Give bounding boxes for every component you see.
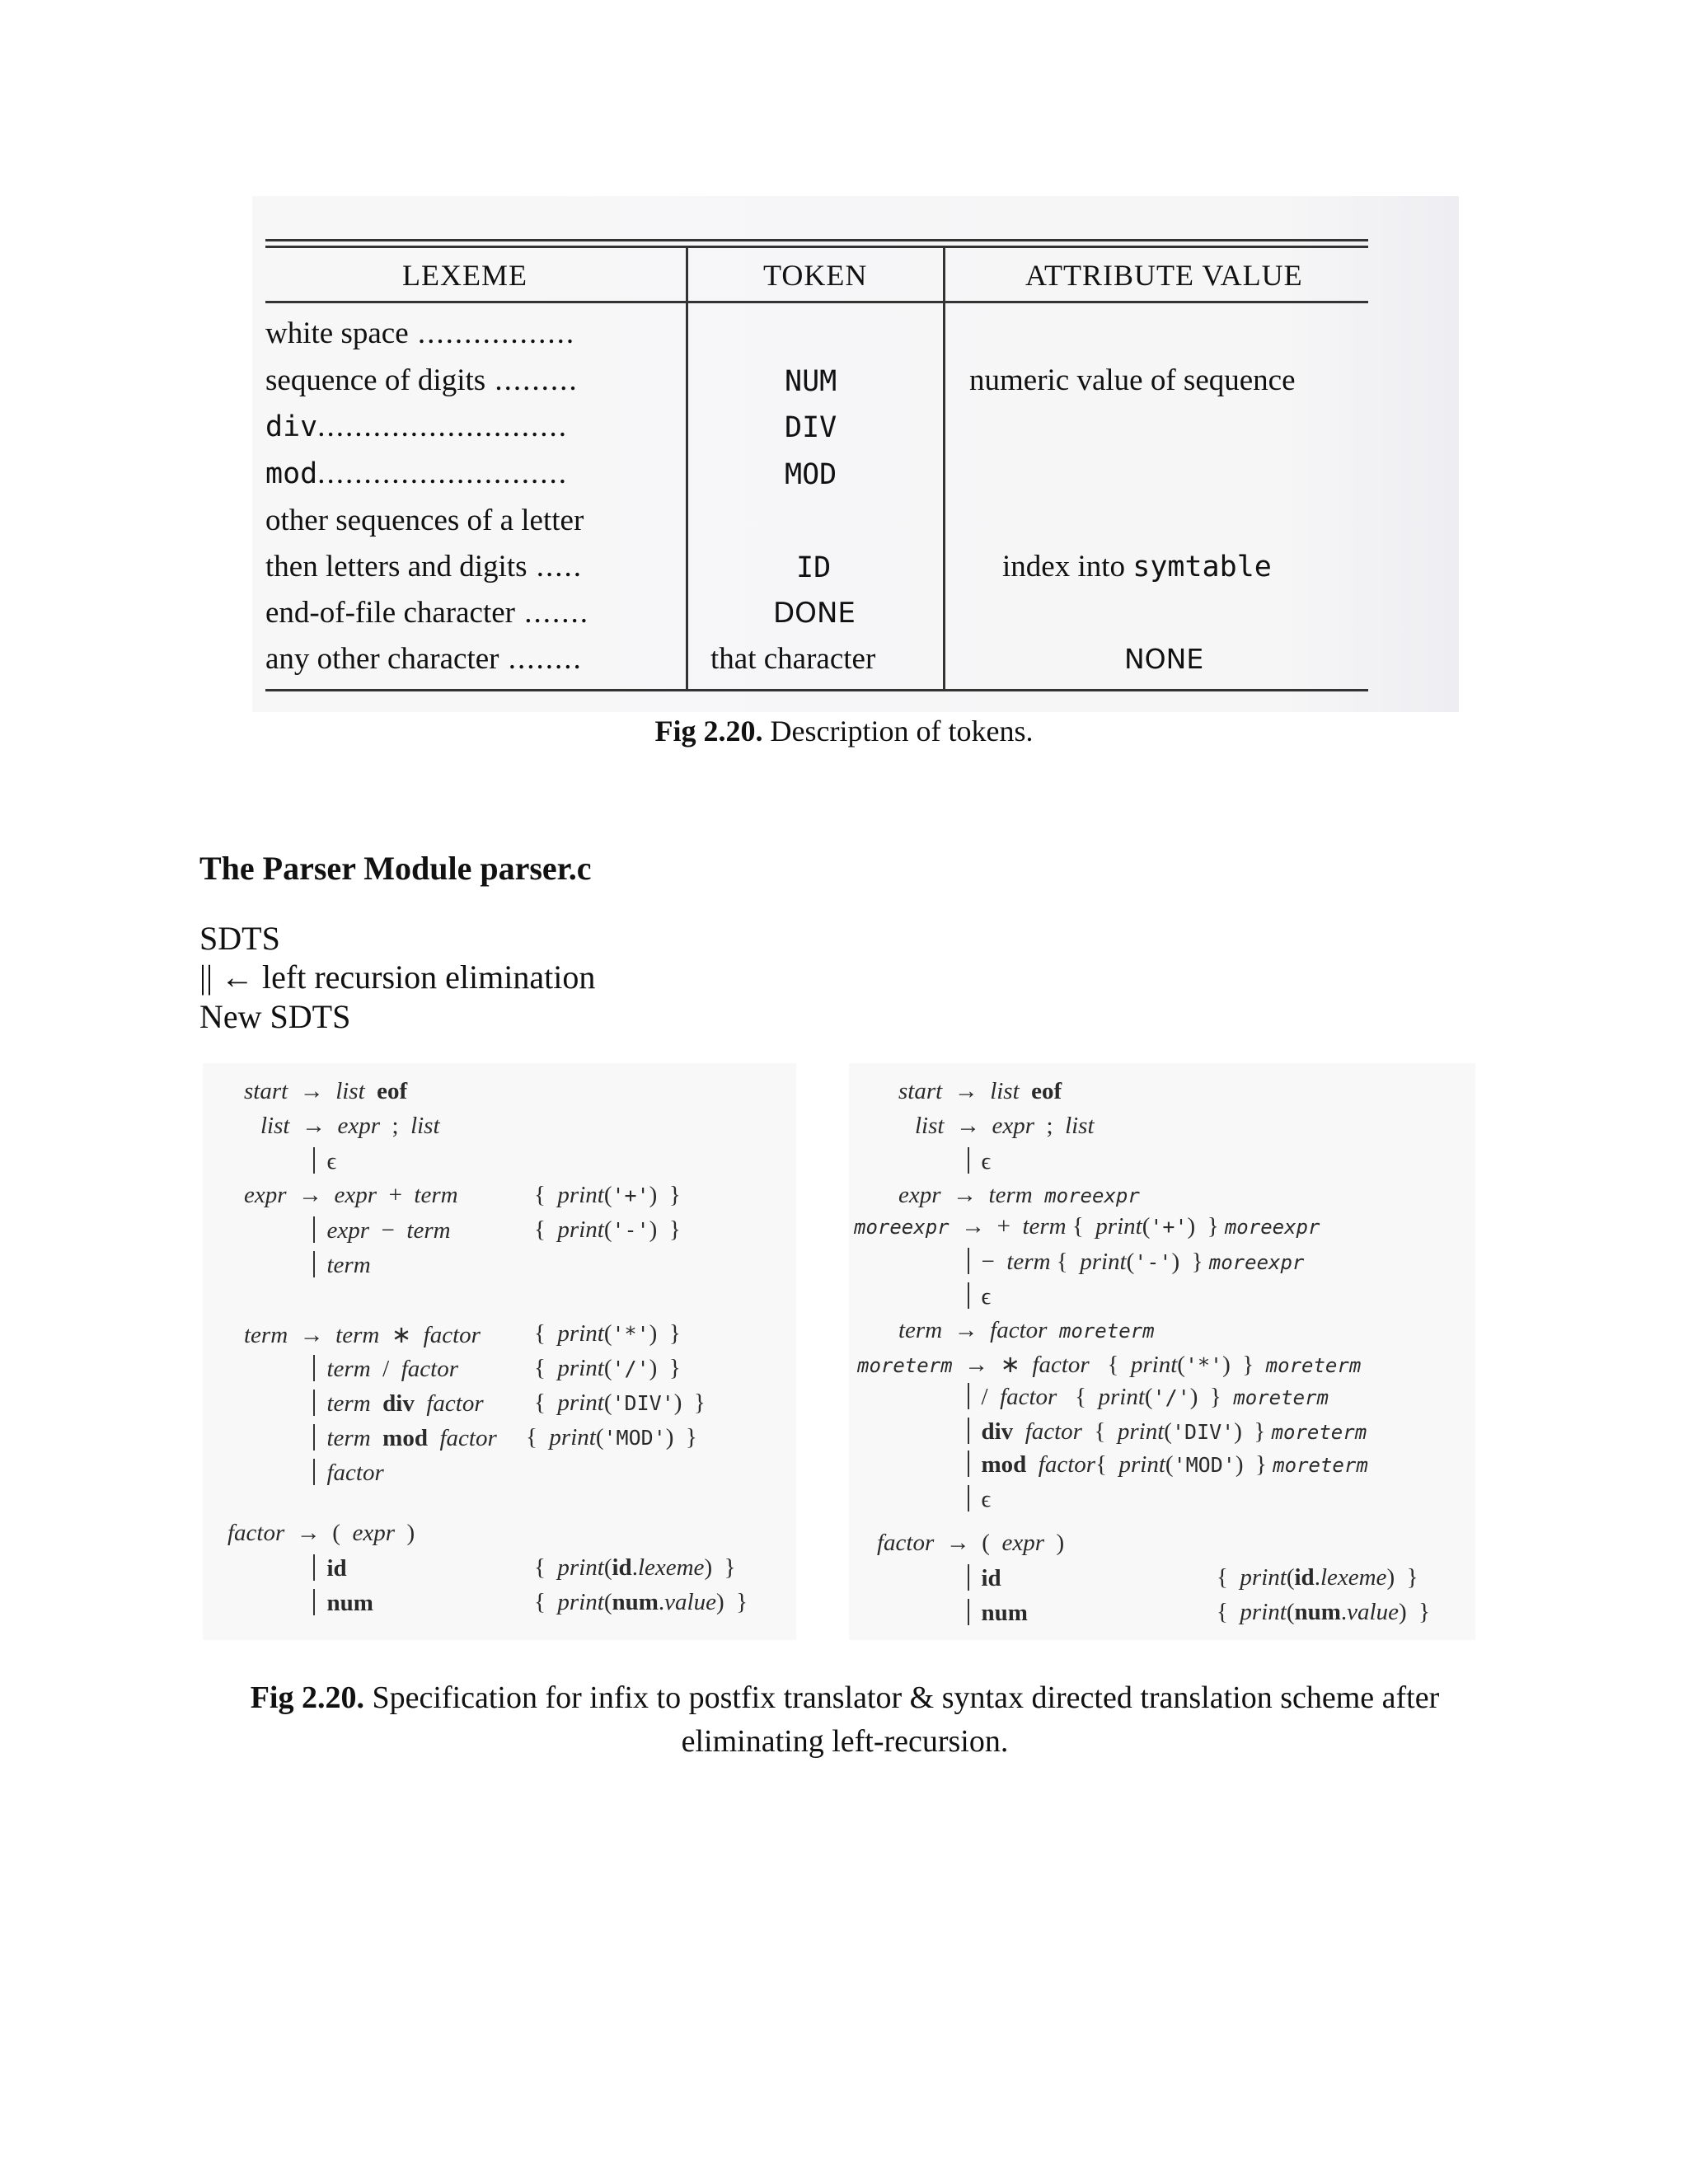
grammar-rule: start → list eof — [898, 1078, 1062, 1104]
text-line-elimination: || ← left recursion elimination — [199, 958, 596, 996]
table-top-rule-2 — [265, 246, 1368, 248]
grammar-rule: num — [313, 1589, 373, 1617]
grammar-rule: term → factor moreterm — [898, 1317, 1155, 1343]
semantic-action: { print(num.value) } — [1217, 1599, 1431, 1625]
grammar-rule: ϵ — [969, 1486, 992, 1512]
header-attribute: ATTRIBUTE VALUE — [1025, 259, 1303, 292]
text-line-new-sdts: New SDTS — [199, 998, 351, 1035]
semantic-action: { print(num.value) } — [534, 1589, 748, 1615]
token-cell: MOD — [785, 458, 837, 491]
table-row: other sequences of a letter — [265, 504, 584, 537]
grammar-rule: start → list eof — [244, 1078, 408, 1104]
table-bottom-rule — [265, 689, 1368, 691]
table-column-divider — [943, 246, 945, 689]
token-cell: DONE — [773, 597, 856, 630]
semantic-action: { print('-') } — [534, 1216, 681, 1243]
grammar-rule: ϵ — [969, 1148, 992, 1174]
grammar-rule: expr → expr + term — [244, 1182, 458, 1208]
grammar-rule: expr → term moreexpr — [898, 1182, 1140, 1208]
table-row: any other character ........ — [265, 642, 583, 676]
grammar-rule: / factor { print('/') } moreterm — [969, 1384, 1329, 1410]
grammar-rule: moreexpr → + term { print('+') } moreexpr — [854, 1213, 1320, 1240]
grammar-rule: factor → ( expr ) — [227, 1520, 415, 1546]
semantic-action: { print(id.lexeme) } — [534, 1554, 736, 1581]
grammar-rule: ϵ — [315, 1148, 337, 1174]
grammar-rule: div factor { print('DIV') } moreterm — [968, 1418, 1367, 1446]
table-row: white space ................. — [265, 316, 576, 350]
grammar-rule: term — [313, 1251, 371, 1279]
grammar-rule: − term { print('-') } moreexpr — [969, 1249, 1305, 1275]
figure-caption: Fig 2.20. Description of tokens. — [654, 715, 1034, 748]
semantic-action: { print('MOD') } — [526, 1424, 697, 1451]
grammar-rule: list → expr ; list — [915, 1113, 1095, 1139]
semantic-action: { print('*') } — [534, 1320, 681, 1347]
attribute-cell: NONE — [1124, 643, 1204, 675]
token-cell: NUM — [785, 365, 837, 398]
grammar-rule: term mod factor — [313, 1424, 497, 1452]
semantic-action: { print('/') } — [534, 1355, 681, 1381]
semantic-action: { print('DIV') } — [534, 1390, 706, 1416]
grammar-rule: num — [968, 1599, 1028, 1627]
grammar-rule: factor → ( expr ) — [877, 1530, 1065, 1556]
grammar-rule: moreterm → ∗ factor { print('*') } moreterm — [857, 1352, 1362, 1378]
table-row: sequence of digits ......... — [265, 363, 579, 397]
token-cell: ID — [796, 551, 832, 584]
grammar-rule: id — [968, 1564, 1001, 1592]
text-line-sdts: SDTS — [199, 920, 280, 957]
table-row: div........................... — [265, 410, 568, 443]
grammar-rule: factor — [313, 1459, 384, 1487]
table-header-rule — [265, 301, 1368, 303]
grammar-rule: list → expr ; list — [260, 1113, 440, 1139]
grammar-rule: term → term ∗ factor — [244, 1322, 481, 1348]
table-column-divider — [686, 246, 688, 689]
attribute-cell: numeric value of sequence — [969, 363, 1296, 397]
table-row: then letters and digits ..... — [265, 550, 584, 583]
grammar-rule: term / factor — [313, 1355, 458, 1383]
header-token: TOKEN — [763, 259, 868, 292]
grammar-rule: id — [313, 1554, 347, 1582]
grammar-rule: mod factor{ print('MOD') } moreterm — [968, 1451, 1368, 1479]
grammar-rule: term div factor — [313, 1390, 484, 1418]
token-cell: that character — [710, 642, 876, 676]
transformed-grammar-figure — [849, 1063, 1475, 1640]
token-table-figure — [252, 196, 1459, 712]
figure-caption-2: Fig 2.20. Specification for infix to postfix translator & syntax directed translation scheme after eliminating left-recursion. — [250, 1680, 1440, 1759]
attribute-cell: index into symtable — [1002, 550, 1272, 583]
table-top-rule — [265, 239, 1368, 241]
original-grammar-figure — [203, 1063, 796, 1640]
section-heading: The Parser Module parser.c — [199, 850, 592, 887]
header-lexeme: LEXEME — [402, 259, 528, 292]
table-row: end-of-file character ....... — [265, 596, 589, 630]
table-row: mod........................... — [265, 457, 568, 490]
grammar-rule: ϵ — [969, 1283, 992, 1310]
semantic-action: { print('+') } — [534, 1182, 681, 1208]
semantic-action: { print(id.lexeme) } — [1217, 1564, 1418, 1591]
token-cell: DIV — [785, 411, 837, 444]
grammar-rule: expr − term — [313, 1216, 451, 1244]
